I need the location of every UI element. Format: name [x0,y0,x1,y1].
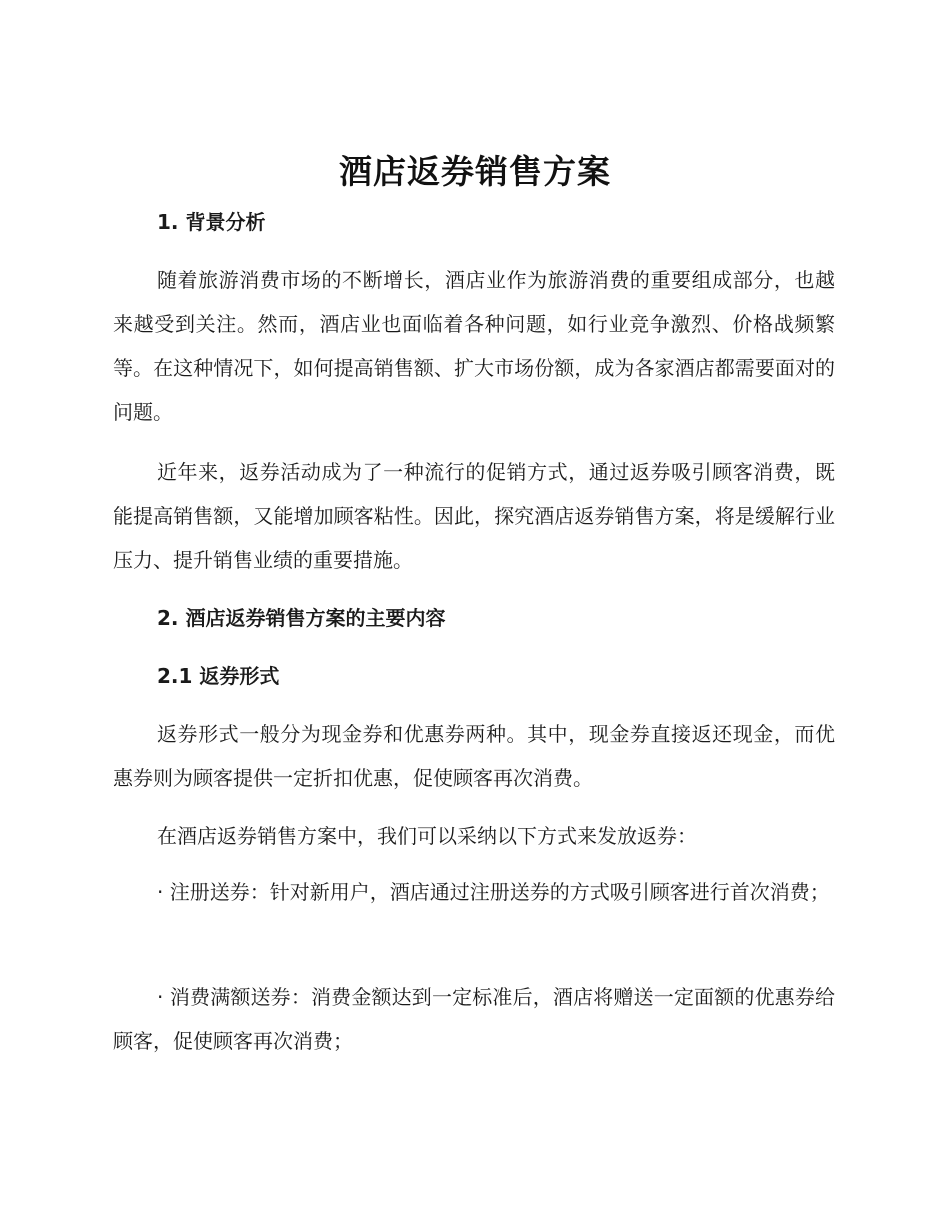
list-item-register-coupon: · 注册送券：针对新用户，酒店通过注册送券的方式吸引顾客进行首次消费； [157,880,830,904]
paragraph-background-2: 近年来，返券活动成为了一种流行的促销方式，通过返券吸引顾客消费，既能提高销售额，又能增加顾客粘性。因此，探究酒店返券销售方案，将是缓解行业压力、提升销售业绩的重要措施。 [113,460,835,572]
subsection-heading-coupon-form: 2.1 返券形式 [157,664,280,688]
list-item-spend-threshold-coupon: · 消费满额送券：消费金额达到一定标准后，酒店将赠送一定面额的优惠券给顾客，促使顾客再次消费； [113,985,835,1053]
paragraph-coupon-types: 返券形式一般分为现金券和优惠券两种。其中，现金券直接返还现金，而优惠券则为顾客提供一定折扣优惠，促使顾客再次消费。 [113,722,835,790]
paragraph-coupon-methods-intro: 在酒店返券销售方案中，我们可以采纳以下方式来发放返券： [157,824,697,848]
section-heading-main-content: 2. 酒店返券销售方案的主要内容 [157,606,446,630]
section-heading-background: 1. 背景分析 [157,210,266,234]
paragraph-background-1: 随着旅游消费市场的不断增长，酒店业作为旅游消费的重要组成部分，也越来越受到关注。然而，酒店业也面临着各种问题，如行业竞争激烈、价格战频繁等。在这种情况下，如何提高销售额、扩大市场份额，成为各家酒店都需要面对的问题。 [113,268,835,424]
document-title: 酒店返券销售方案 [339,152,611,191]
